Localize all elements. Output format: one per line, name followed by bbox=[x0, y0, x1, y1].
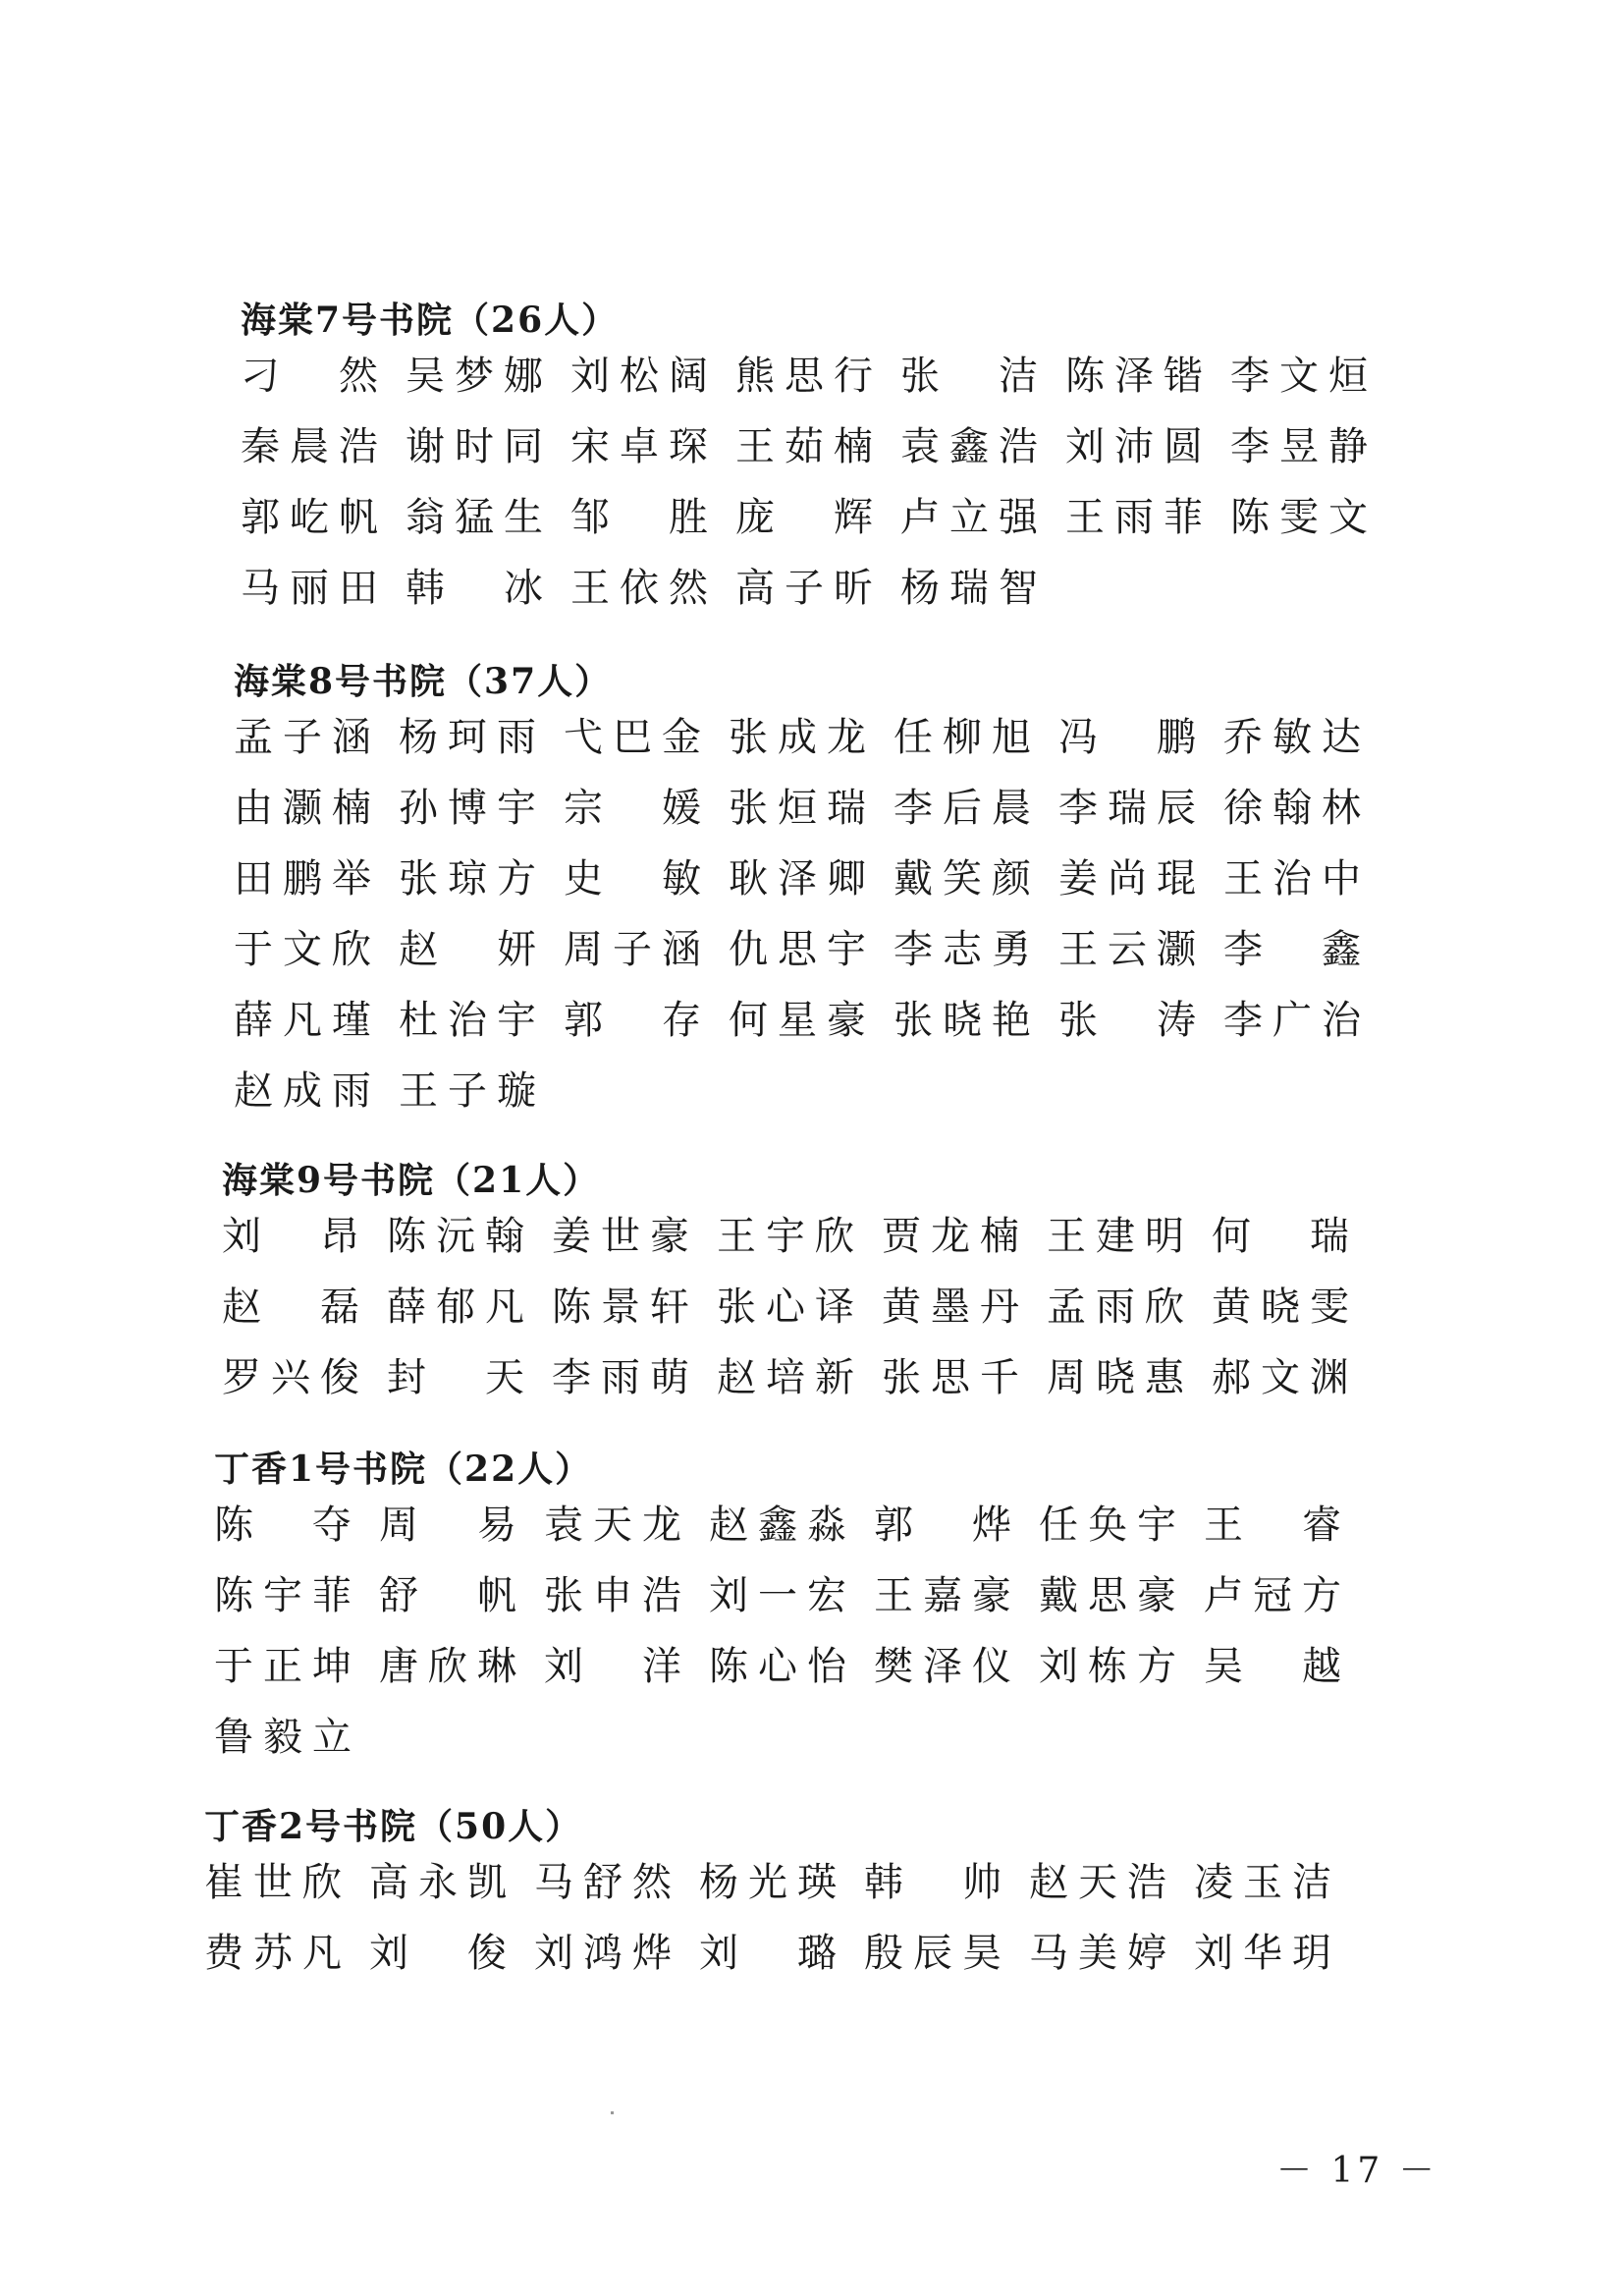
student-name: 李 昱 静 bbox=[1230, 424, 1368, 469]
student-name: 王 雨 菲 bbox=[1065, 495, 1203, 540]
student-name: 宋 卓 琛 bbox=[570, 424, 708, 469]
name-row bbox=[222, 1273, 1349, 1343]
student-name: 王 云 灏 bbox=[1058, 927, 1196, 972]
name-row bbox=[234, 986, 1361, 1057]
student-name: 张 琼 方 bbox=[399, 856, 536, 902]
student-name: 封 天 bbox=[387, 1355, 524, 1400]
section-haitang-8 bbox=[234, 660, 1361, 1127]
student-name: 冯 鹏 bbox=[1058, 715, 1196, 760]
student-name: 周 易 bbox=[379, 1503, 516, 1548]
student-name: 马 舒 然 bbox=[534, 1860, 672, 1905]
student-name: 于 正 坤 bbox=[214, 1644, 352, 1689]
student-name: 陈 宇 菲 bbox=[214, 1573, 352, 1618]
student-name: 周 子 涵 bbox=[564, 927, 701, 972]
student-name: 姜 世 豪 bbox=[552, 1214, 689, 1259]
student-name: 郝 文 渊 bbox=[1212, 1355, 1349, 1400]
student-name: 凌 玉 洁 bbox=[1194, 1860, 1331, 1905]
name-row bbox=[234, 774, 1361, 845]
student-name: 袁 鑫 浩 bbox=[900, 424, 1038, 469]
name-row bbox=[222, 1202, 1349, 1273]
name-row bbox=[204, 1919, 1331, 1990]
student-name: 徐 翰 林 bbox=[1223, 786, 1361, 831]
student-name: 陈 心 怡 bbox=[709, 1644, 846, 1689]
student-name: 薛 郁 凡 bbox=[387, 1285, 524, 1330]
student-name: 李 志 勇 bbox=[893, 927, 1031, 972]
student-name: 张 申 浩 bbox=[544, 1573, 681, 1618]
student-name: 赵 天 浩 bbox=[1029, 1860, 1166, 1905]
student-name: 卢 冠 方 bbox=[1204, 1573, 1341, 1618]
student-name: 马 丽 田 bbox=[241, 566, 378, 611]
student-name: 弋 巴 金 bbox=[564, 715, 701, 760]
student-name: 王 睿 bbox=[1204, 1503, 1341, 1548]
student-name: 孟 子 涵 bbox=[234, 715, 371, 760]
name-row bbox=[241, 483, 1368, 554]
student-name: 鲁 毅 立 bbox=[214, 1715, 352, 1760]
student-name: 陈 景 轩 bbox=[552, 1285, 689, 1330]
name-row bbox=[234, 845, 1361, 915]
student-name: 杨 光 瑛 bbox=[699, 1860, 837, 1905]
student-name: 袁 天 龙 bbox=[544, 1503, 681, 1548]
student-name: 赵 成 雨 bbox=[234, 1068, 371, 1114]
student-name: 李 文 烜 bbox=[1230, 354, 1368, 399]
student-name: 刘 沛 圆 bbox=[1065, 424, 1203, 469]
student-name: 刘 洋 bbox=[544, 1644, 681, 1689]
section-title: 丁香2号书院（50人） bbox=[204, 1806, 583, 1847]
name-row bbox=[234, 1057, 612, 1127]
student-name: 刘 一 宏 bbox=[709, 1573, 846, 1618]
student-name: 王 子 璇 bbox=[399, 1068, 536, 1114]
student-name: 耿 泽 卿 bbox=[729, 856, 866, 902]
student-name: 王 建 明 bbox=[1047, 1214, 1184, 1259]
student-name: 赵 妍 bbox=[399, 927, 536, 972]
student-name: 刁 然 bbox=[241, 354, 378, 399]
student-name: 张 成 龙 bbox=[729, 715, 866, 760]
student-name: 贾 龙 楠 bbox=[882, 1214, 1019, 1259]
student-name: 熊 思 行 bbox=[735, 354, 873, 399]
student-name: 由 灏 楠 bbox=[234, 786, 371, 831]
student-name: 庞 辉 bbox=[735, 495, 873, 540]
student-name: 戴 思 豪 bbox=[1039, 1573, 1176, 1618]
student-name: 王 嘉 豪 bbox=[874, 1573, 1011, 1618]
student-name: 孟 雨 欣 bbox=[1047, 1285, 1184, 1330]
student-name: 张 晓 艳 bbox=[893, 998, 1031, 1043]
student-name: 罗 兴 俊 bbox=[222, 1355, 359, 1400]
student-name: 费 苏 凡 bbox=[204, 1931, 342, 1976]
student-name: 陈 夺 bbox=[214, 1503, 352, 1548]
student-name: 王 依 然 bbox=[570, 566, 708, 611]
student-name: 郭 存 bbox=[564, 998, 701, 1043]
section-haitang-7 bbox=[241, 299, 1368, 625]
student-name: 任 奂 宇 bbox=[1039, 1503, 1176, 1548]
section-title: 海棠8号书院（37人） bbox=[234, 661, 613, 702]
name-row bbox=[241, 342, 1368, 412]
student-name: 张 心 译 bbox=[717, 1285, 854, 1330]
student-name: 仇 思 宇 bbox=[729, 927, 866, 972]
student-name: 陈 雯 文 bbox=[1230, 495, 1368, 540]
student-name: 姜 尚 琨 bbox=[1058, 856, 1196, 902]
name-row bbox=[234, 915, 1361, 986]
student-name: 高 永 凯 bbox=[369, 1860, 507, 1905]
page-number: － 17 － bbox=[1276, 2151, 1438, 2191]
section-haitang-9 bbox=[222, 1159, 1349, 1414]
student-name: 孙 博 宇 bbox=[399, 786, 536, 831]
section-dingxiang-2 bbox=[204, 1805, 1331, 1990]
section-title: 海棠9号书院（21人） bbox=[222, 1160, 601, 1201]
student-name: 赵 培 新 bbox=[717, 1355, 854, 1400]
scan-dot bbox=[611, 2111, 614, 2114]
student-name: 郭 屹 帆 bbox=[241, 495, 378, 540]
name-row bbox=[214, 1703, 592, 1774]
student-name: 陈 泽 锴 bbox=[1065, 354, 1203, 399]
student-name: 刘 俊 bbox=[369, 1931, 507, 1976]
student-name: 赵 磊 bbox=[222, 1285, 359, 1330]
name-row bbox=[222, 1343, 1349, 1414]
student-name: 张 洁 bbox=[900, 354, 1038, 399]
student-name: 李 后 晨 bbox=[893, 786, 1031, 831]
name-row bbox=[214, 1561, 1341, 1632]
name-row bbox=[214, 1491, 1341, 1561]
name-row bbox=[241, 412, 1368, 483]
student-name: 何 瑞 bbox=[1212, 1214, 1349, 1259]
student-name: 吴 越 bbox=[1204, 1644, 1341, 1689]
student-name: 谢 时 同 bbox=[406, 424, 543, 469]
student-name: 马 美 婷 bbox=[1029, 1931, 1166, 1976]
student-name: 李 鑫 bbox=[1223, 927, 1361, 972]
student-name: 杜 治 宇 bbox=[399, 998, 536, 1043]
student-name: 田 鹏 举 bbox=[234, 856, 371, 902]
student-name: 刘 松 阔 bbox=[570, 354, 708, 399]
student-name: 张 涛 bbox=[1058, 998, 1196, 1043]
student-name: 邹 胜 bbox=[570, 495, 708, 540]
student-name: 卢 立 强 bbox=[900, 495, 1038, 540]
student-name: 薛 凡 瑾 bbox=[234, 998, 371, 1043]
student-name: 黄 晓 雯 bbox=[1212, 1285, 1349, 1330]
student-name: 杨 珂 雨 bbox=[399, 715, 536, 760]
student-name: 陈 沅 翰 bbox=[387, 1214, 524, 1259]
student-name: 刘 鸿 烨 bbox=[534, 1931, 672, 1976]
student-name: 黄 墨 丹 bbox=[882, 1285, 1019, 1330]
student-name: 高 子 昕 bbox=[735, 566, 873, 611]
student-name: 李 瑞 辰 bbox=[1058, 786, 1196, 831]
section-title: 丁香1号书院（22人） bbox=[214, 1449, 593, 1490]
student-name: 刘 璐 bbox=[699, 1931, 837, 1976]
student-name: 李 雨 萌 bbox=[552, 1355, 689, 1400]
name-row bbox=[204, 1848, 1331, 1919]
student-name: 周 晓 惠 bbox=[1047, 1355, 1184, 1400]
section-title: 海棠7号书院（26人） bbox=[241, 300, 620, 341]
student-name: 韩 帅 bbox=[864, 1860, 1001, 1905]
student-name: 刘 栋 方 bbox=[1039, 1644, 1176, 1689]
student-name: 乔 敏 达 bbox=[1223, 715, 1361, 760]
section-dingxiang-1 bbox=[214, 1448, 1341, 1774]
student-name: 郭 烨 bbox=[874, 1503, 1011, 1548]
student-name: 何 星 豪 bbox=[729, 998, 866, 1043]
student-name: 杨 瑞 智 bbox=[900, 566, 1038, 611]
student-name: 任 柳 旭 bbox=[893, 715, 1031, 760]
student-name: 刘 昂 bbox=[222, 1214, 359, 1259]
student-name: 宗 媛 bbox=[564, 786, 701, 831]
student-name: 韩 冰 bbox=[406, 566, 543, 611]
student-name: 吴 梦 娜 bbox=[406, 354, 543, 399]
student-name: 张 思 千 bbox=[882, 1355, 1019, 1400]
name-row bbox=[241, 554, 1038, 625]
student-name: 舒 帆 bbox=[379, 1573, 516, 1618]
student-name: 秦 晨 浩 bbox=[241, 424, 378, 469]
student-name: 崔 世 欣 bbox=[204, 1860, 342, 1905]
student-name: 赵 鑫 淼 bbox=[709, 1503, 846, 1548]
student-name: 史 敏 bbox=[564, 856, 701, 902]
student-name: 王 茹 楠 bbox=[735, 424, 873, 469]
student-name: 樊 泽 仪 bbox=[874, 1644, 1011, 1689]
name-row bbox=[234, 703, 1361, 774]
student-name: 刘 华 玥 bbox=[1194, 1931, 1331, 1976]
student-name: 戴 笑 颜 bbox=[893, 856, 1031, 902]
student-name: 李 广 治 bbox=[1223, 998, 1361, 1043]
student-name: 张 烜 瑞 bbox=[729, 786, 866, 831]
student-name: 王 宇 欣 bbox=[717, 1214, 854, 1259]
student-name: 于 文 欣 bbox=[234, 927, 371, 972]
name-row bbox=[214, 1632, 1341, 1703]
student-name: 唐 欣 琳 bbox=[379, 1644, 516, 1689]
student-name: 殷 辰 昊 bbox=[864, 1931, 1001, 1976]
student-name: 王 治 中 bbox=[1223, 856, 1361, 902]
student-name: 翁 猛 生 bbox=[406, 495, 543, 540]
